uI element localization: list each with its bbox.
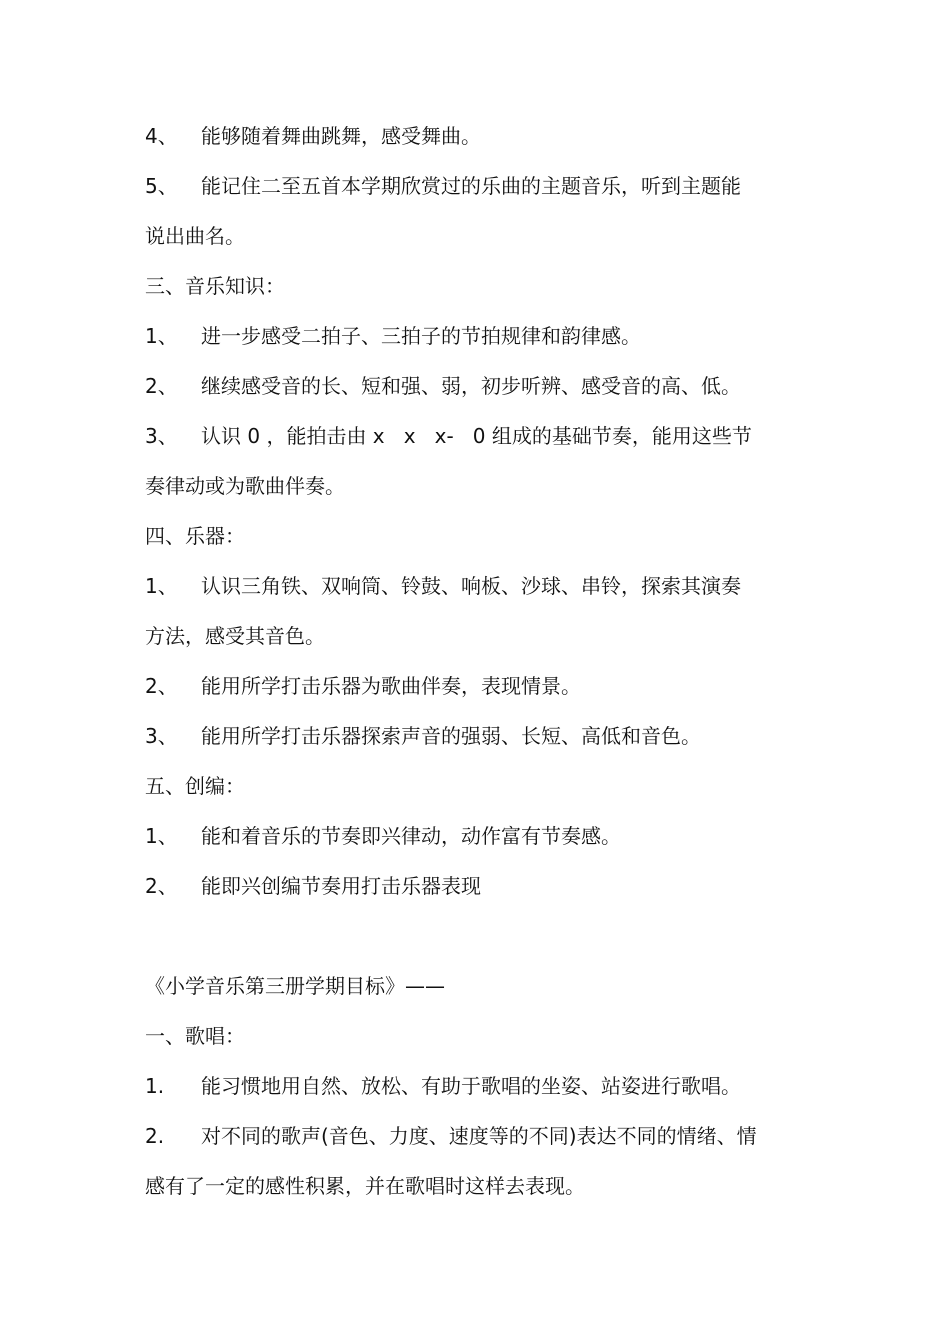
item-text: 能够随着舞曲跳舞，感受舞曲。	[201, 124, 481, 148]
section-heading: 一、歌唱：	[145, 1024, 245, 1048]
item-text: 对不同的歌声(音色、力度、速度等的不同)表达不同的情绪、情	[201, 1124, 757, 1148]
item-text: 继续感受音的长、短和强、弱，初步听辨、感受音的高、低。	[201, 374, 741, 398]
list-item	[145, 572, 825, 600]
section-heading: 四、乐器：	[145, 524, 245, 548]
section-heading: 三、音乐知识：	[145, 274, 285, 298]
item-number: 2、	[145, 674, 178, 698]
list-item	[145, 872, 825, 900]
item-number: 1、	[145, 824, 178, 848]
item-continuation: 感有了一定的感性积累，并在歌唱时这样去表现。	[145, 1174, 585, 1198]
item-number: 3、	[145, 724, 178, 748]
item-text: 进一步感受二拍子、三拍子的节拍规律和韵律感。	[201, 324, 641, 348]
item-text: 能和着音乐的节奏即兴律动，动作富有节奏感。	[201, 824, 621, 848]
item-text: 能即兴创编节奏用打击乐器表现	[201, 874, 481, 898]
item-continuation: 说出曲名。	[145, 224, 245, 248]
item-number: 1、	[145, 324, 178, 348]
item-number: 4、	[145, 124, 178, 148]
list-item	[145, 122, 825, 150]
item-text: 认识三角铁、双响筒、铃鼓、响板、沙球、串铃，探索其演奏	[201, 574, 741, 598]
list-item	[145, 1072, 825, 1100]
item-number: 1、	[145, 574, 178, 598]
item-number: 5、	[145, 174, 178, 198]
item-continuation: 奏律动或为歌曲伴奏。	[145, 474, 345, 498]
list-item	[145, 722, 825, 750]
item-number: 2、	[145, 374, 178, 398]
item-number: 2.	[145, 1124, 165, 1148]
document-title: 《小学音乐第三册学期目标》——	[145, 974, 445, 998]
item-text: 能习惯地用自然、放松、有助于歌唱的坐姿、站姿进行歌唱。	[201, 1074, 741, 1098]
item-continuation: 方法，感受其音色。	[145, 624, 325, 648]
item-number: 1.	[145, 1074, 165, 1098]
item-text: 认识 0 ，能拍击由 x x x- 0 组成的基础节奏，能用这些节	[201, 424, 752, 448]
item-number: 3、	[145, 424, 178, 448]
list-item	[145, 822, 825, 850]
list-item	[145, 372, 825, 400]
list-item	[145, 1122, 825, 1150]
item-number: 2、	[145, 874, 178, 898]
list-item	[145, 422, 825, 450]
item-text: 能用所学打击乐器为歌曲伴奏，表现情景。	[201, 674, 581, 698]
list-item	[145, 672, 825, 700]
list-item	[145, 172, 825, 200]
item-text: 能记住二至五首本学期欣赏过的乐曲的主题音乐，听到主题能	[201, 174, 741, 198]
item-text: 能用所学打击乐器探索声音的强弱、长短、高低和音色。	[201, 724, 701, 748]
list-item	[145, 322, 825, 350]
section-heading: 五、创编：	[145, 774, 245, 798]
